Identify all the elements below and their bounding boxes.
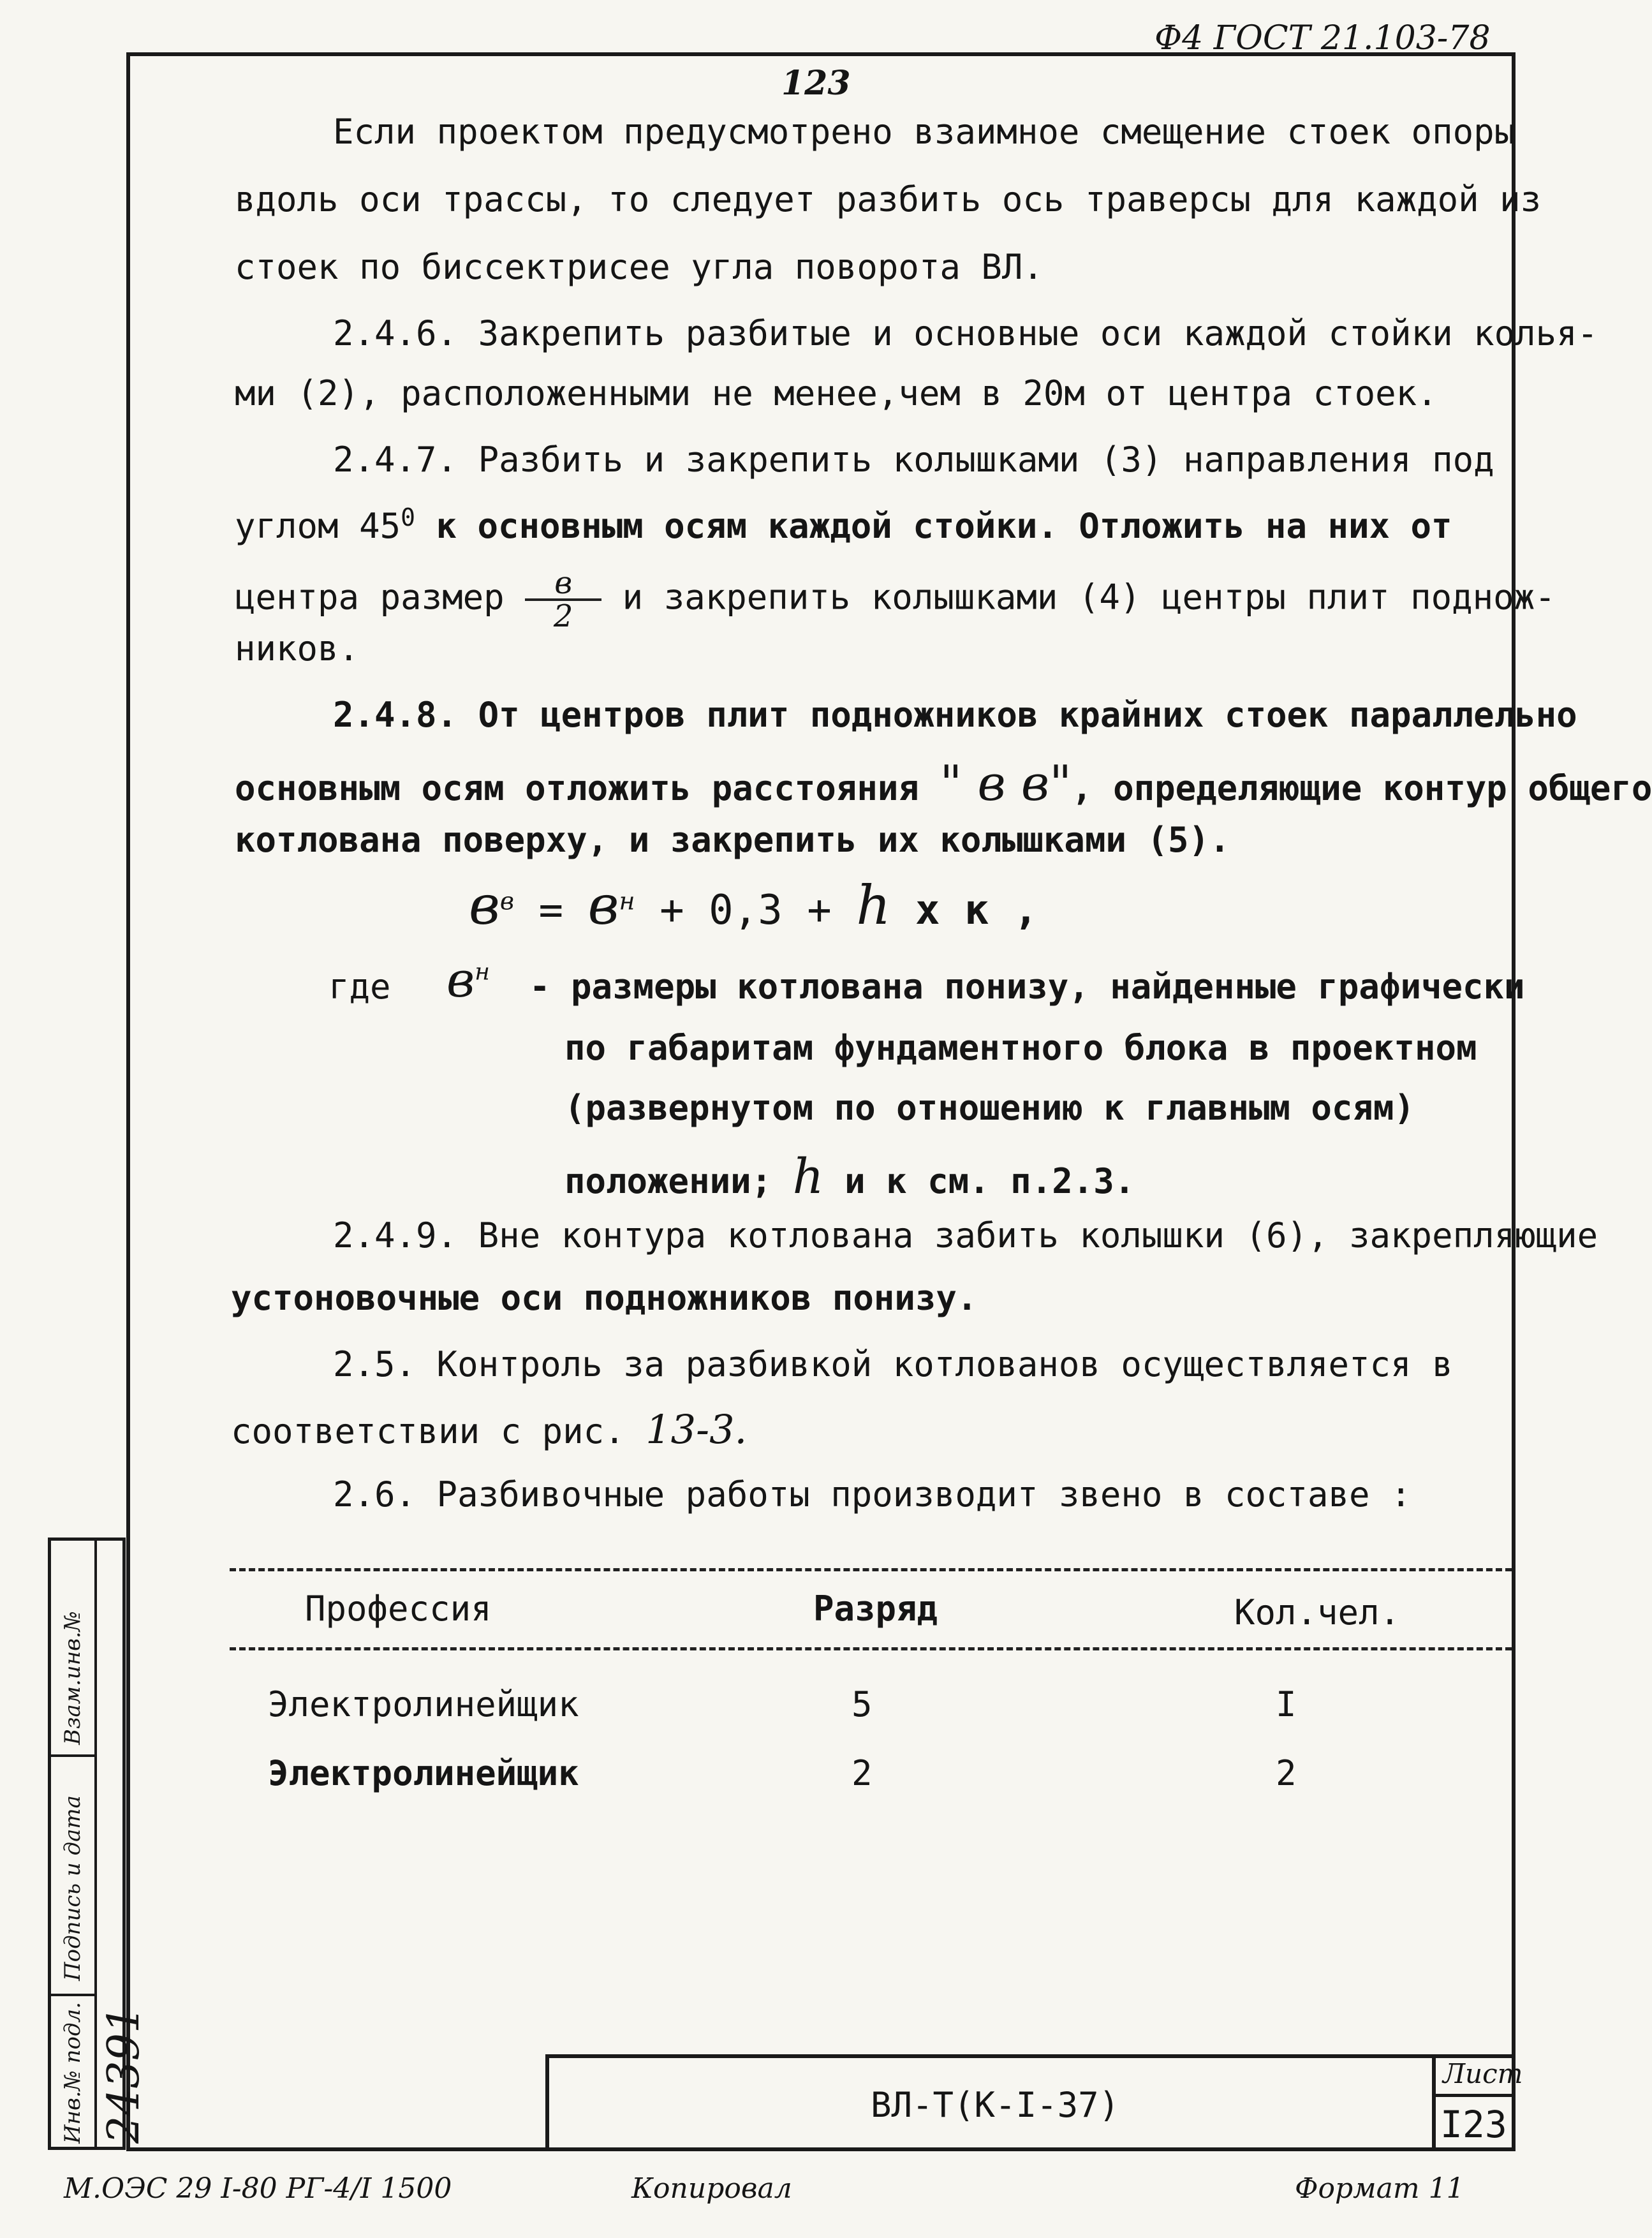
formula-term: + 0,3 + [660, 887, 832, 934]
table-cell-grade: 5 [852, 1684, 873, 1724]
text-line: вдоль оси трассы, то следует разбить ось траверсы для каждой из [235, 179, 1542, 219]
document-designation: Ф4 ГОСТ 21.103-78 [1154, 19, 1491, 57]
table-rule-top [230, 1568, 1512, 1571]
formula-superscript: в [499, 887, 515, 915]
formula-operator: = [538, 887, 564, 934]
text-line: (развернутом по отношению к главным осям) [564, 1088, 1415, 1128]
text-fragment: соответствии с рис. [231, 1411, 625, 1451]
order-number: М.ОЭС 29 І-80 РГ-4/І 1500 [64, 2172, 452, 2205]
format-label: Формат 11 [1295, 2172, 1464, 2205]
formula-symbol: в [469, 874, 500, 937]
table-cell-profession: Электролинейщик [268, 1753, 579, 1793]
text-fragment: к основным осям каждой стойки. Отложить на них от [436, 506, 1452, 546]
text-line: 2.4.8. От центров плит подножников крайних стоек параллельно [333, 695, 1577, 735]
table-cell-count: I [1276, 1684, 1297, 1724]
text-line: 2.4.6. Закрепить разбитые и основные оси каждой стойки колья- [333, 313, 1598, 353]
sheet-divider [1436, 2094, 1516, 2097]
table-cell-grade: 2 [852, 1753, 873, 1793]
text-line: стоек по биссектрисее угла поворота ВЛ. [235, 247, 1044, 287]
text-line: ников. [235, 628, 360, 669]
text-line: 2.5. Контроль за разбивкой котлованов осуществляется в [333, 1344, 1453, 1384]
text-line: 2.4.9. Вне контура котлована забить колышки (6), закрепляющие [333, 1215, 1598, 1256]
text-line: 2.4.7. Разбить и закрепить колышками (3) направления под [333, 440, 1494, 480]
text-fragment: и к см. п.2.3. [844, 1161, 1135, 1201]
stamp-divider [51, 1994, 94, 1996]
table-cell-profession: Электролинейщик [268, 1684, 579, 1724]
where-word: где [328, 967, 391, 1007]
stamp-label-replacement: Взам.инв.№ [60, 1611, 85, 1745]
text-fragment: и закрепить колышками (4) центры плит поднож- [622, 577, 1556, 618]
text-line [564, 1148, 1135, 1204]
text-fragment: , определяющие контур общего [1072, 768, 1652, 808]
text-fragment: углом 45 [235, 506, 401, 546]
sheet-label: Лист [1443, 2058, 1523, 2089]
text-line: котлована поверху, и закрепить их колышками (5). [235, 820, 1230, 860]
text-fragment: положении; [564, 1161, 772, 1201]
text-fragment: основным осям отложить расстояния [235, 768, 919, 808]
text-line: 2.6. Разбивочные работы производит звено в составе : [333, 1474, 1412, 1515]
formula-symbol: в [587, 874, 619, 937]
symbol-h: h [792, 1148, 824, 1204]
text-line: по габаритам фундаментного блока в проектном [564, 1028, 1477, 1068]
symbol-b-v: " в в" [940, 755, 1072, 811]
table-header-profession: Профессия [305, 1589, 492, 1629]
table-rule-header [230, 1647, 1512, 1650]
inventory-number: 24391 [99, 2005, 149, 2144]
where-symbol: $в^н$ [446, 951, 490, 1008]
formula-symbol: h [856, 874, 891, 937]
stamp-divider [51, 1754, 94, 1757]
formula-term: х к , [915, 887, 1038, 934]
sheet-number: I23 [1440, 2103, 1507, 2146]
stamp-divider [94, 1541, 97, 2147]
copied-by-label: Копировал [631, 2172, 792, 2205]
text-line [235, 565, 1556, 634]
margin-stamp [48, 1538, 149, 2150]
handwritten-page-number: 123 [781, 64, 851, 103]
formula [469, 874, 1038, 937]
text-line: ми (2), расположенными не менее,чем в 20м от центра стоек. [235, 373, 1438, 413]
text-fragment: центра размер [235, 577, 505, 618]
figure-reference: 13-3. [645, 1406, 748, 1453]
text-line: устоновочные оси подножников понизу. [231, 1278, 978, 1318]
text-line: - размеры котлована понизу, найденные графически [529, 967, 1525, 1007]
stamp-label-signature: Подпись и дата [60, 1795, 85, 1981]
text-line [235, 505, 1452, 544]
document-code: ВЛ-Т(К-I-37) [871, 2085, 1120, 2125]
table-header-count: Кол.чел. [1234, 1592, 1401, 1633]
table-header-grade: Разряд [813, 1589, 938, 1629]
text-line: Если проектом предусмотрено взаимное смещение стоек опоры [333, 112, 1516, 152]
fraction-b-over-2: в 2 [525, 568, 601, 632]
stamp-label-inventory: Инв.№ подл. [60, 2002, 85, 2144]
text-line [235, 755, 1652, 811]
text-line [231, 1406, 748, 1453]
table-cell-count: 2 [1276, 1753, 1297, 1793]
formula-superscript: н [619, 887, 635, 915]
degree-mark: 0 [401, 503, 415, 531]
